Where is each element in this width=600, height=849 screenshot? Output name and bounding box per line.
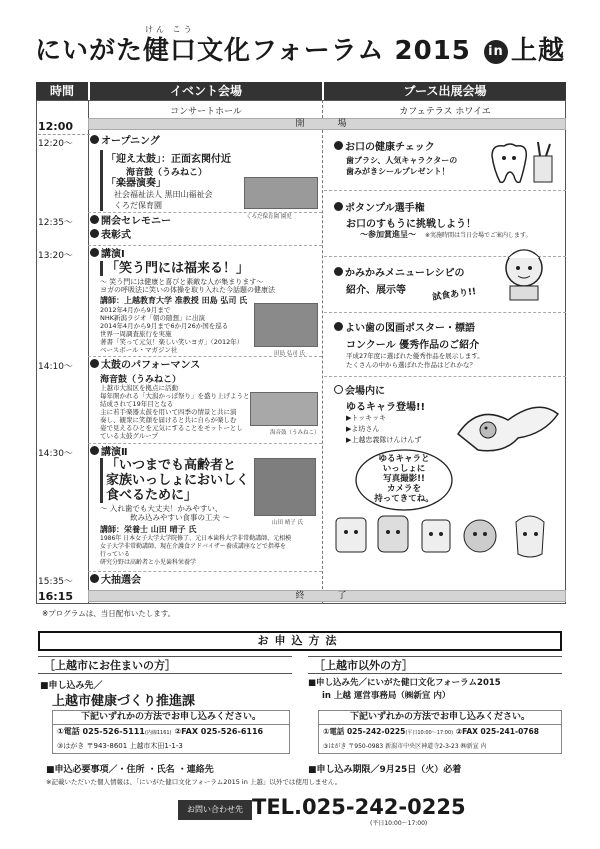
char-name: 上越忠義隊けんけんず [351,436,422,444]
lecture1-label: 講演Ⅰ [101,249,125,260]
bio-line: 研究分野は高齢者と小児歯科栄養学 [100,559,197,566]
mascot-characters-icon [330,508,564,570]
apply-left-tel-row [53,725,289,740]
apply-left-post: ③はがき 〒943-8601 上越市木田1-1-3 [57,742,183,750]
gakki-school: くろだ保育園 [114,201,162,210]
time-1235: 12:35～ [38,218,73,228]
bio-line: ベースボール・マガジン社 [100,346,178,354]
bullet-icon [334,322,343,331]
contact-tel: TEL.025-242-0225 [252,795,466,819]
event-venue: コンサートホール [170,107,242,117]
booth2-prize: ～参加賞進呈～ [360,230,416,239]
lecture1-speaker: 講師：上越教育大学 准教授 田島 弘司 氏 [100,296,248,305]
separator [324,190,566,191]
bio-line: 2012年4月から9月まで [100,306,171,314]
apply-right-dest2: in 上越 運営事務局（㈱新宣 内） [322,691,451,701]
booth2-title: ポタンプル選手権 [345,203,425,214]
char-item: ▶よ坊さん [346,425,380,433]
title-text: にいがた健口文化フォーラム 2015 [35,36,471,66]
title-block [35,25,481,66]
tooth-mascot-icon [484,138,560,186]
booth5-chars [346,413,421,446]
time-1615: 16:15 [38,590,74,603]
lecture1-item [90,248,125,260]
taiko-caption: 海音鼓（うみねこ） [270,430,320,436]
booth4-title: よい歯の図画ポスター・標語 [345,323,475,334]
lecture1-sub2: ヨガの呼吸法に笑いの体操を取り入れた今話題の健康法 [100,286,275,294]
chef-mascot-icon [484,244,564,306]
bullet-icon [334,202,343,211]
bubble-line: カメラを [386,484,421,494]
opening-band: 開 場 [88,118,566,130]
lecture2-sub2: 飲み込みやすい食事の工夫 ～ [130,513,230,522]
desc-line: ている太鼓グループ [100,432,158,440]
booth-venue: カフェテラス ホワイエ [399,107,491,117]
lecture1-sub1: ～ 笑う門には健康と喜びと素敵な人が集まります～ [100,278,264,286]
bio-line: 世界一周調査旅行を実施 [100,330,172,338]
booth2-desc: お口のすもうに挑戦しよう！ [346,219,476,230]
bubble-line: 写真撮影!! [383,474,425,484]
bullet-icon [90,135,99,144]
apply-right-section: ［上越市以外の方］ [308,656,562,674]
contact-label: お問い合わせ先 [178,800,252,820]
title-place: 上越 [510,36,565,66]
taiko-item [90,359,200,371]
separator [88,245,322,246]
column-divider [322,100,323,604]
tajima-caption: 田島 弘司 氏 [274,351,305,357]
header-event: イベント会場 [90,82,322,100]
mukae-performer: 海音鼓（うみねこ） [126,168,208,178]
gakki-block [100,174,213,211]
desc-line: 上越市大潟区を拠点に活動 [100,384,178,392]
lecture1-title: 「笑う門には福来る！」 [100,261,249,276]
lecture2-title [100,458,249,503]
char-name: トッキッキ [351,414,387,422]
time-divider [88,100,89,604]
booth4-desc2: たくさんの中から選ばれた作品はどれかな？ [346,361,476,369]
bubble-line: いっしょに [382,464,426,474]
booth5-title2: ゆるキャラ登場!! [346,402,426,413]
bullet-icon [90,229,99,238]
taiko-performer: 海音鼓（うみねこ） [100,375,182,385]
header-time: 時間 [36,82,88,100]
taiko-desc [100,384,250,440]
desc-line: 奏し、観衆に笑顔を届けると共に自らが楽しむ [100,416,237,424]
lecture2-title-line: 食べるために」 [106,488,198,503]
ceremony-item [90,215,171,227]
booth3-item [334,267,465,279]
award-title: 表彰式 [101,230,131,241]
privacy-note: ※記載いただいた個人情報は、「にいがた健口文化フォーラム2015 in 上越」以外では使用しません。 [46,778,342,786]
apply-left-label: ■申し込み先／ [40,681,103,691]
booth2-note: ※実施時間は当日会場でご案内します。 [425,232,532,239]
apply-right-label: ■申し込み先／ [308,678,368,688]
lecture2-speaker: 講師：栄養士 山田 晴子 氏 [100,525,197,534]
bullet-icon [90,446,99,455]
apply-right-dest [308,677,501,703]
kuroda-photo [244,177,318,209]
booth3-title: かみかみメニューレシピの [345,268,465,279]
booth3-title2: 紹介、展示等 [346,285,406,296]
apply-left-tel-ext: (内線1161) [144,730,172,736]
yamada-caption: 山田 晴子 氏 [272,520,303,526]
booth4-title2: コンクール 優秀作品のご紹介 [346,340,480,351]
separator [324,312,566,313]
bio-line: 1986年 日本女子大学大学院修了、元日本歯科大学非常勤講師、元相模 [100,535,292,542]
booth1-title: お口の健康チェック [345,142,435,153]
time-1320: 13:20～ [38,251,73,261]
mukae-title: 「迎え太鼓」：正面玄関付近 [106,154,231,165]
lecture2-item [90,446,128,458]
time-1410: 14:10～ [38,362,73,372]
award-item [90,229,131,241]
apply-right-box [318,710,562,754]
kuroda-caption: くろだ保育園 園児 [246,214,292,220]
ceremony-title: 開会セレモニー [101,216,171,227]
time-rule [38,134,90,135]
opening-item [90,135,160,147]
lecture2-sub1: ～ 入れ歯でも大丈夫！かみやすい、 [100,504,223,513]
booth2-item [334,202,425,214]
time-1535: 15:35～ [38,577,73,587]
opening-title: オープニング [101,136,160,147]
booth5-title1: 会場内に [345,386,385,397]
apply-left-box-head: 下記いずれかの方法でお申し込みください。 [53,711,289,725]
time-1430: 14:30～ [38,449,73,459]
apply-left-box [52,710,290,754]
bullet-icon [334,385,343,394]
apply-right-fax: ②FAX 025-241-0768 [455,727,539,736]
bullet-icon [334,141,343,150]
desc-line: 結成されて19年目となる [100,400,174,408]
bio-line: NHK新潟ラジオ「朝の随想」に出演 [100,314,206,322]
taiko-photo [250,392,318,426]
lottery-title: 大抽選会 [101,575,141,586]
char-item: ▶上越忠義隊けんけんず [346,436,422,444]
bio-line: 女子大学非常勤講師、現在介護食アドバイザー養成講座などで指導を [100,543,286,550]
apply-left-fax: ②FAX 025-526-6116 [174,727,264,736]
separator [88,571,322,572]
desc-line: 毎年開かれる「大潟かっぱ祭り」を盛り上げようと [100,392,250,400]
separator [88,443,322,444]
char-item: ▶トッキッキ [346,414,387,422]
apply-left-dest: 上越市健康づくり推進課 [52,694,196,709]
separator [324,376,566,377]
bubble-line: ゆるキャラと [378,454,430,464]
apply-heading: お申込方法 [38,631,562,651]
gakki-title: 「楽器演奏」 [106,178,166,189]
apply-required: ■申込必要事項／・住所 ・氏名 ・連絡先 [46,765,214,775]
booth4-item [334,322,475,334]
bubble-line: 持ってきてね。 [374,494,434,504]
time-1220: 12:20～ [38,139,73,149]
char-name: よ坊さん [351,425,380,433]
lecture1-bio [100,306,250,354]
time-open: 12:00 [38,120,74,133]
tajima-photo [254,303,318,347]
apply-right-tel: ①電話 025-242-0225 [323,727,406,736]
apply-deadline: ■申し込み期限／9月25日（火）必着 [308,765,462,775]
closing-band: 終 了 [88,590,566,602]
apply-left-section: ［上越市にお住まいの方］ [38,656,292,674]
lecture2-title-line: 「いつまでも高齢者と [106,458,237,473]
apply-right-dest1: にいがた健口文化フォーラム2015 [367,678,501,688]
bullet-icon [90,215,99,224]
lecture2-label: 講演Ⅱ [101,447,128,458]
bubble-text [362,454,446,504]
desc-line: 主に若手楽器太鼓を用いて四季の情景と共に演 [100,408,237,416]
lecture2-title-line: 家族いっしょにおいしく [106,473,250,488]
bio-line: 著書「笑って元気！楽しい笑いヨガ」（2012年） [100,338,244,346]
booth5-item [334,385,385,397]
gakki-org: 社会福祉法人 黒田山福祉会 [114,190,213,199]
mascot-bird-icon [448,394,564,468]
bio-line: 行っている [100,551,131,558]
page-title [0,25,600,67]
booth1-desc1: 歯ブラシ、人気キャラクターの [346,156,458,165]
booth1-item [334,141,435,153]
yamada-photo [254,458,316,516]
booth4-desc1: 平成27年度に選ばれた優秀作品を展示します。 [346,352,484,360]
contact-hours: (平日10:00～17:00) [370,820,428,827]
lecture2-bio [100,535,320,567]
desc-line: 姿で見えるひとを元気にすることをモットーとし [100,424,243,432]
lottery-item [90,574,141,586]
apply-right-box-head: 下記いずれかの方法でお申し込みください。 [319,711,561,725]
apply-right-tel-row [319,725,561,740]
title-ruby: けん こう [145,25,195,34]
apply-right-tel-hours: (平日10:00～17:00) [405,730,454,736]
bullet-icon [90,574,99,583]
booth3-bubble: 試食あり!! [431,286,477,304]
apply-right-post: ③はがき 〒950-0983 新潟市中央区神道寺2-3-23 ㈱新宣 内 [323,743,487,750]
apply-left-tel: ①電話 025-526-5111 [57,727,145,736]
bullet-icon [90,359,99,368]
header-booth: ブース出展会場 [324,82,566,100]
program-note: ※プログラムは、当日配布いたします。 [42,609,176,618]
bullet-icon [334,267,343,276]
booth1-desc2: 歯みがきシールプレゼント！ [346,167,450,176]
bio-line: 2014年4月から9月まで6か月26か国を巡る [100,322,229,330]
in-badge: in [484,40,508,64]
taiko-title: 太鼓のパフォーマンス [101,360,201,371]
bullet-icon [90,248,99,257]
